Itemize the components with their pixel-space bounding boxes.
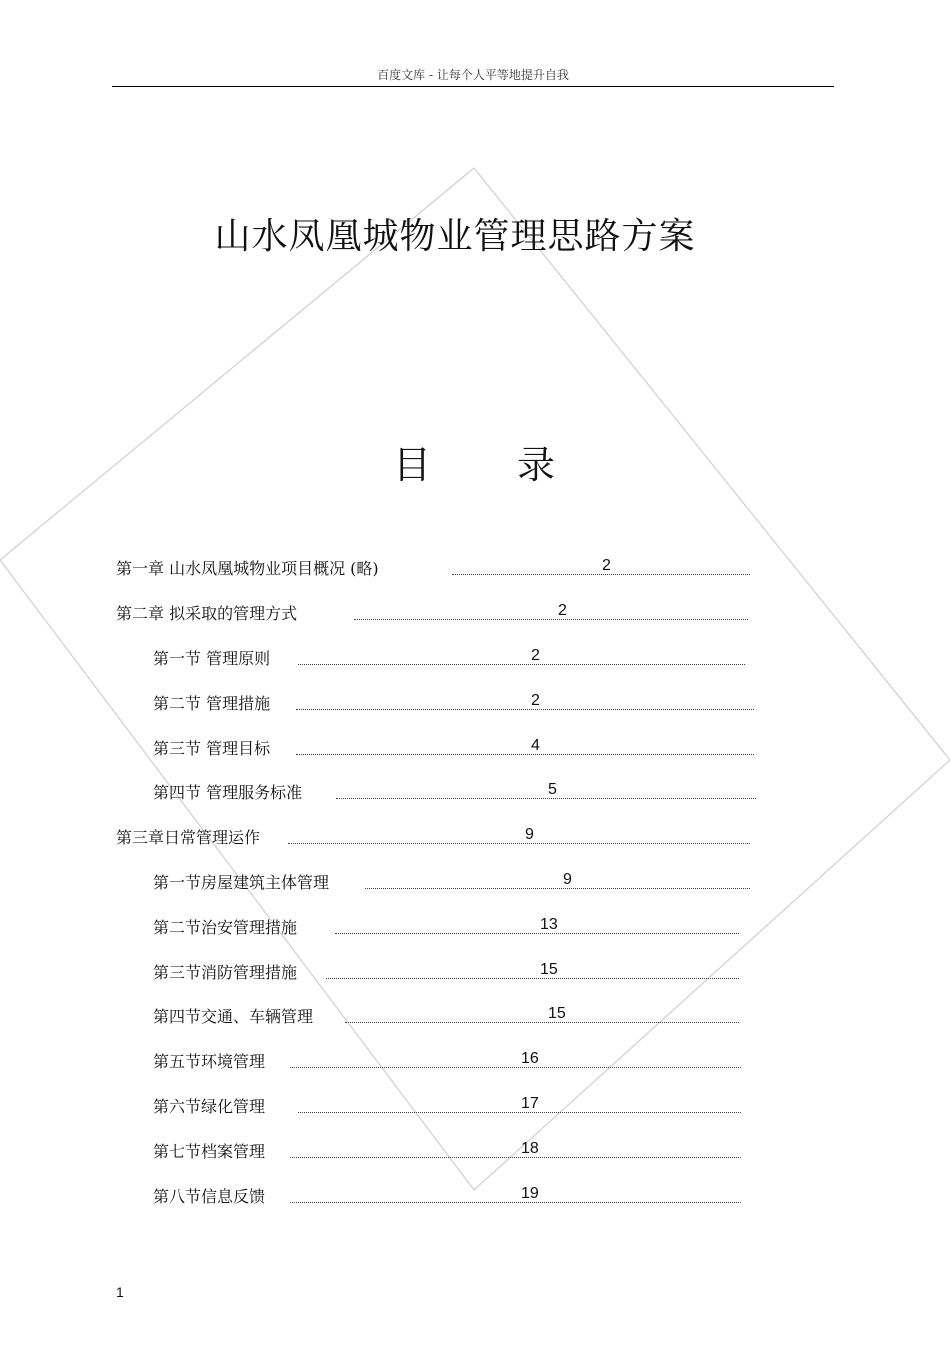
toc-entry-page: 13 — [540, 916, 558, 933]
toc-entry-page: 2 — [602, 557, 611, 574]
toc-leader-dots — [290, 1184, 741, 1203]
toc-leader-dots — [290, 1049, 741, 1068]
toc-entry-page: 5 — [548, 781, 557, 798]
toc-entry-page: 2 — [531, 692, 540, 709]
toc-entry-page: 15 — [548, 1005, 566, 1022]
toc-entry[interactable] — [153, 1094, 741, 1116]
toc-entry[interactable] — [153, 736, 754, 758]
toc-entry-page: 2 — [531, 647, 540, 664]
toc-entry-label: 第二节治安管理措施 — [153, 918, 298, 937]
toc-leader-dots — [298, 1094, 741, 1113]
toc-entry-label: 第一章 山水凤凰城物业项目概况 (略) — [116, 559, 379, 578]
toc-entry[interactable] — [153, 1049, 741, 1071]
toc-leader-dots — [290, 1139, 741, 1158]
toc-leader-dots — [336, 780, 756, 799]
toc-entry[interactable] — [153, 915, 739, 937]
toc-entry-label: 第六节绿化管理 — [153, 1097, 266, 1116]
toc-entry[interactable] — [153, 870, 750, 892]
toc-entry-label: 第二节 管理措施 — [153, 694, 271, 713]
toc-entry-label: 第四节交通、车辆管理 — [153, 1007, 314, 1026]
toc-entry-page: 17 — [521, 1095, 539, 1112]
page-number: 1 — [116, 1284, 124, 1300]
toc-entry[interactable] — [153, 1004, 739, 1026]
toc-leader-dots — [288, 825, 750, 844]
toc-entry-label: 第一节房屋建筑主体管理 — [153, 873, 330, 892]
toc-heading — [0, 434, 950, 487]
toc-leader-dots — [296, 736, 754, 755]
toc-entry[interactable] — [153, 646, 745, 668]
toc-entry-page: 18 — [521, 1140, 539, 1157]
toc-entry-label: 第五节环境管理 — [153, 1052, 266, 1071]
toc-entry-label: 第八节信息反馈 — [153, 1187, 266, 1206]
toc-entry-label: 第一节 管理原则 — [153, 649, 271, 668]
toc-leader-dots — [354, 601, 748, 620]
toc-entry-label: 第三章日常管理运作 — [116, 828, 261, 847]
toc-leader-dots — [345, 1004, 739, 1023]
toc-leader-dots — [298, 646, 745, 665]
toc-entry[interactable] — [116, 556, 750, 578]
toc-leader-dots — [365, 870, 750, 889]
toc-entry[interactable] — [116, 825, 750, 847]
toc-entry[interactable] — [153, 780, 756, 802]
toc-entry-label: 第三节消防管理措施 — [153, 963, 298, 982]
toc-entry[interactable] — [153, 960, 739, 982]
toc-entry-page: 9 — [563, 871, 572, 888]
toc-leader-dots — [335, 915, 739, 934]
toc-leader-dots — [452, 556, 750, 575]
toc-entry-page: 4 — [531, 737, 540, 754]
toc-leader-dots — [296, 691, 754, 710]
toc-entry-label: 第四节 管理服务标准 — [153, 783, 303, 802]
toc-entry[interactable] — [153, 1184, 741, 1206]
toc-entry-page: 2 — [558, 602, 567, 619]
toc-entry-label: 第三节 管理目标 — [153, 739, 271, 758]
toc-entry-page: 16 — [521, 1050, 539, 1067]
toc-leader-dots — [326, 960, 739, 979]
toc-heading-right: 录 — [517, 443, 556, 487]
document-title: 山水凤凰城物业管理思路方案 — [214, 216, 696, 257]
toc-entry-page: 19 — [521, 1185, 539, 1202]
toc-heading-left: 目 — [393, 443, 432, 487]
toc-entry-label: 第七节档案管理 — [153, 1142, 266, 1161]
toc-entry-label: 第二章 拟采取的管理方式 — [116, 604, 298, 623]
header-rule — [112, 86, 834, 87]
toc-entry-page: 9 — [525, 826, 534, 843]
toc-entry-page: 15 — [540, 961, 558, 978]
toc-entry[interactable] — [153, 1139, 741, 1161]
toc-entry[interactable] — [153, 691, 754, 713]
toc-entry[interactable] — [116, 601, 748, 623]
page-header: 百度文库 - 让每个人平等地提升自我 — [377, 68, 569, 82]
